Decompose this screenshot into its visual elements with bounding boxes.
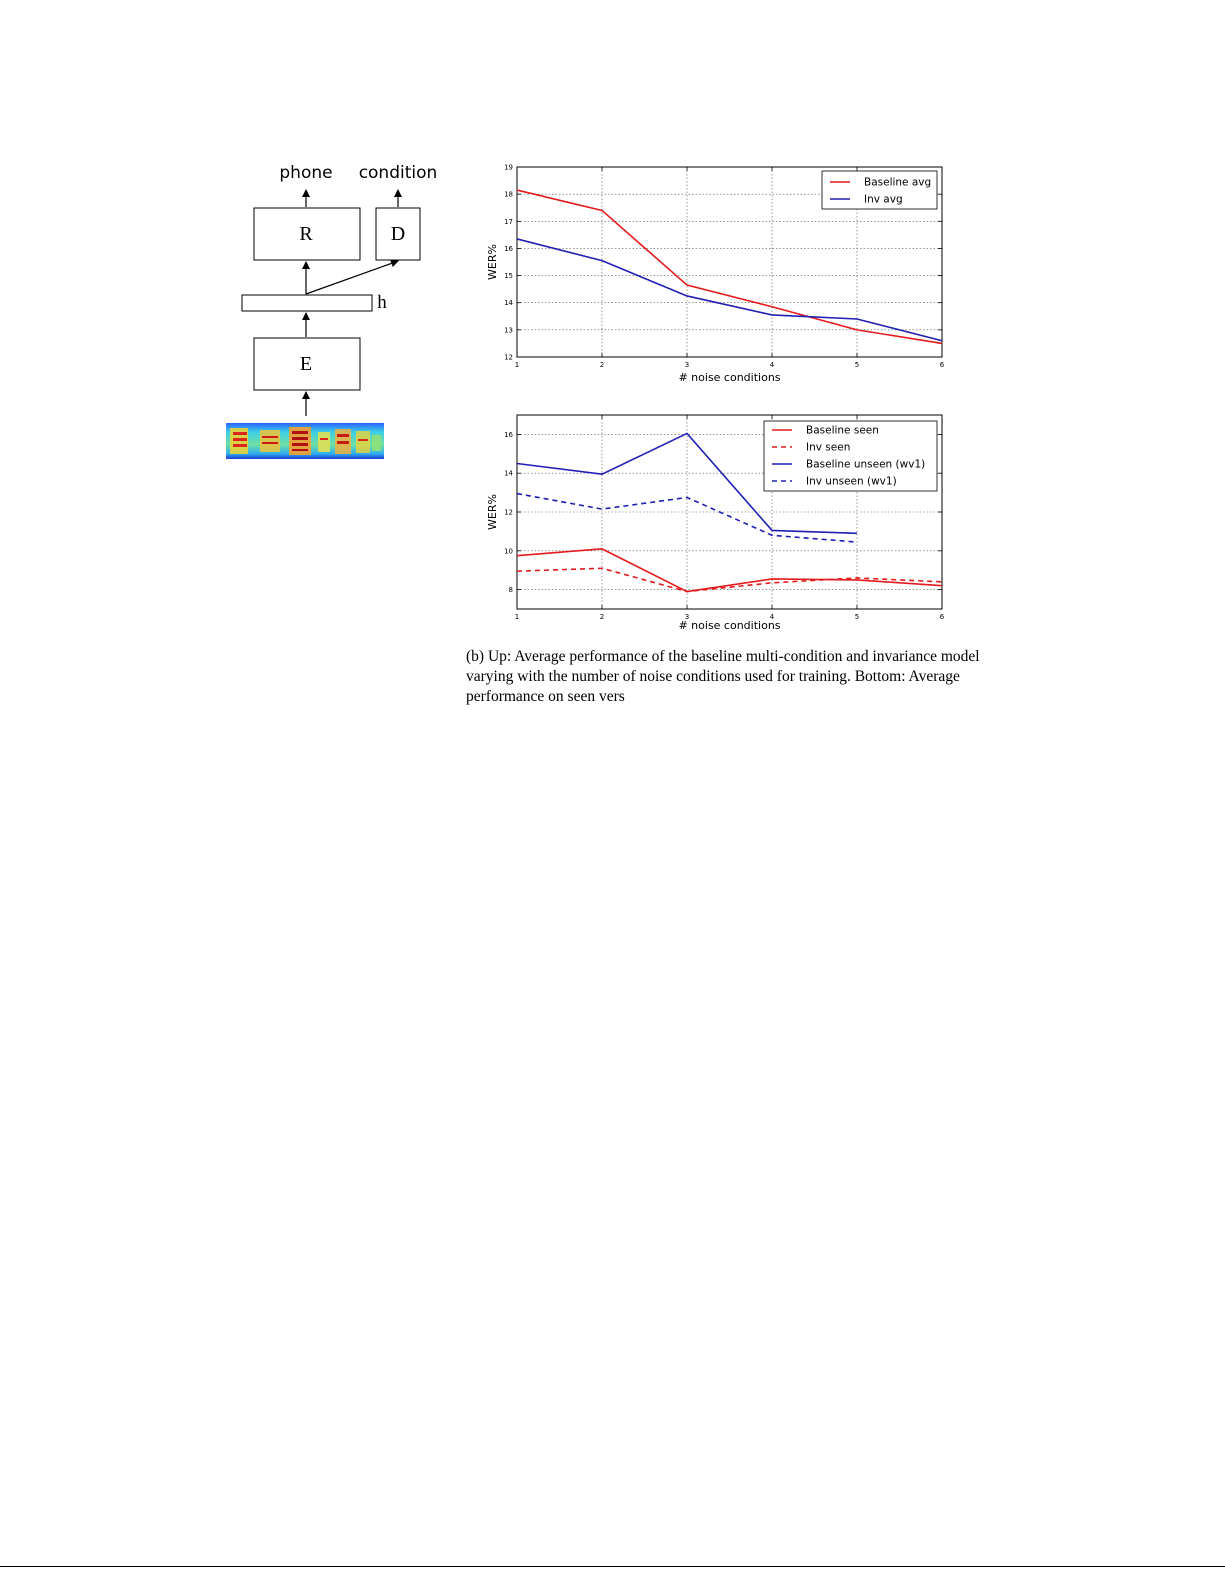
series-line-1 xyxy=(517,190,942,343)
hidden-representation-bar xyxy=(242,295,372,311)
y-tick-label: 10 xyxy=(504,547,513,556)
page-bottom-rule xyxy=(0,1566,1225,1567)
y-tick-label: 19 xyxy=(504,163,513,172)
x-tick-label: 3 xyxy=(684,613,690,621)
legend xyxy=(822,171,937,209)
x-tick-label: 6 xyxy=(939,613,945,621)
x-axis-label: # noise conditions xyxy=(678,619,781,632)
legend xyxy=(764,421,937,491)
y-tick-label: 8 xyxy=(508,586,513,595)
legend-label: Baseline avg xyxy=(864,176,932,189)
x-axis-label: # noise conditions xyxy=(678,371,781,384)
chart-seen-unseen-wer xyxy=(470,400,960,640)
output-condition-label: condition xyxy=(358,163,438,183)
y-tick-label: 16 xyxy=(504,244,513,253)
output-phone-label: phone xyxy=(279,163,333,183)
legend-label: Inv avg xyxy=(864,193,903,206)
y-axis-label: WER% xyxy=(486,244,499,280)
legend-label: Baseline unseen (wv1) xyxy=(806,458,926,471)
y-tick-label: 16 xyxy=(504,430,513,439)
chart-average-wer xyxy=(470,150,960,390)
series-line-1 xyxy=(517,549,942,592)
legend-label: Baseline seen xyxy=(806,424,879,437)
hidden-label: h xyxy=(377,292,387,313)
x-tick-label: 2 xyxy=(599,613,605,621)
box-d-label: D xyxy=(390,223,406,245)
x-tick-label: 5 xyxy=(854,613,860,621)
y-tick-label: 12 xyxy=(504,508,513,517)
architecture-diagram xyxy=(0,0,460,480)
y-tick-label: 12 xyxy=(504,353,513,362)
y-tick-label: 18 xyxy=(504,190,513,199)
box-r-label: R xyxy=(299,223,313,245)
x-tick-label: 2 xyxy=(599,361,605,369)
figure-caption: (b) Up: Average performance of the baseline multi-condition and invariance model varying with the number of noise conditions used for training. Bottom: Average performance on seen vers xyxy=(466,648,980,705)
box-e-label: E xyxy=(299,353,313,375)
series-line-2 xyxy=(517,568,942,591)
x-tick-label: 3 xyxy=(684,361,690,369)
y-tick-label: 14 xyxy=(504,299,513,308)
x-tick-label: 6 xyxy=(939,361,945,369)
y-tick-label: 15 xyxy=(504,272,513,281)
y-tick-label: 14 xyxy=(504,469,513,478)
y-tick-label: 17 xyxy=(504,217,513,226)
spectrogram-image xyxy=(226,423,384,459)
x-tick-label: 5 xyxy=(854,361,860,369)
legend-label: Inv seen xyxy=(806,441,851,454)
arrow-h-to-d xyxy=(306,261,398,294)
legend-label: Inv unseen (wv1) xyxy=(806,475,897,488)
y-axis-label: WER% xyxy=(486,494,499,530)
x-tick-label: 1 xyxy=(514,361,520,369)
x-tick-label: 4 xyxy=(769,361,775,369)
x-tick-label: 1 xyxy=(514,613,520,621)
x-tick-label: 4 xyxy=(769,613,775,621)
series-line-2 xyxy=(517,239,942,341)
y-tick-label: 13 xyxy=(504,326,513,335)
